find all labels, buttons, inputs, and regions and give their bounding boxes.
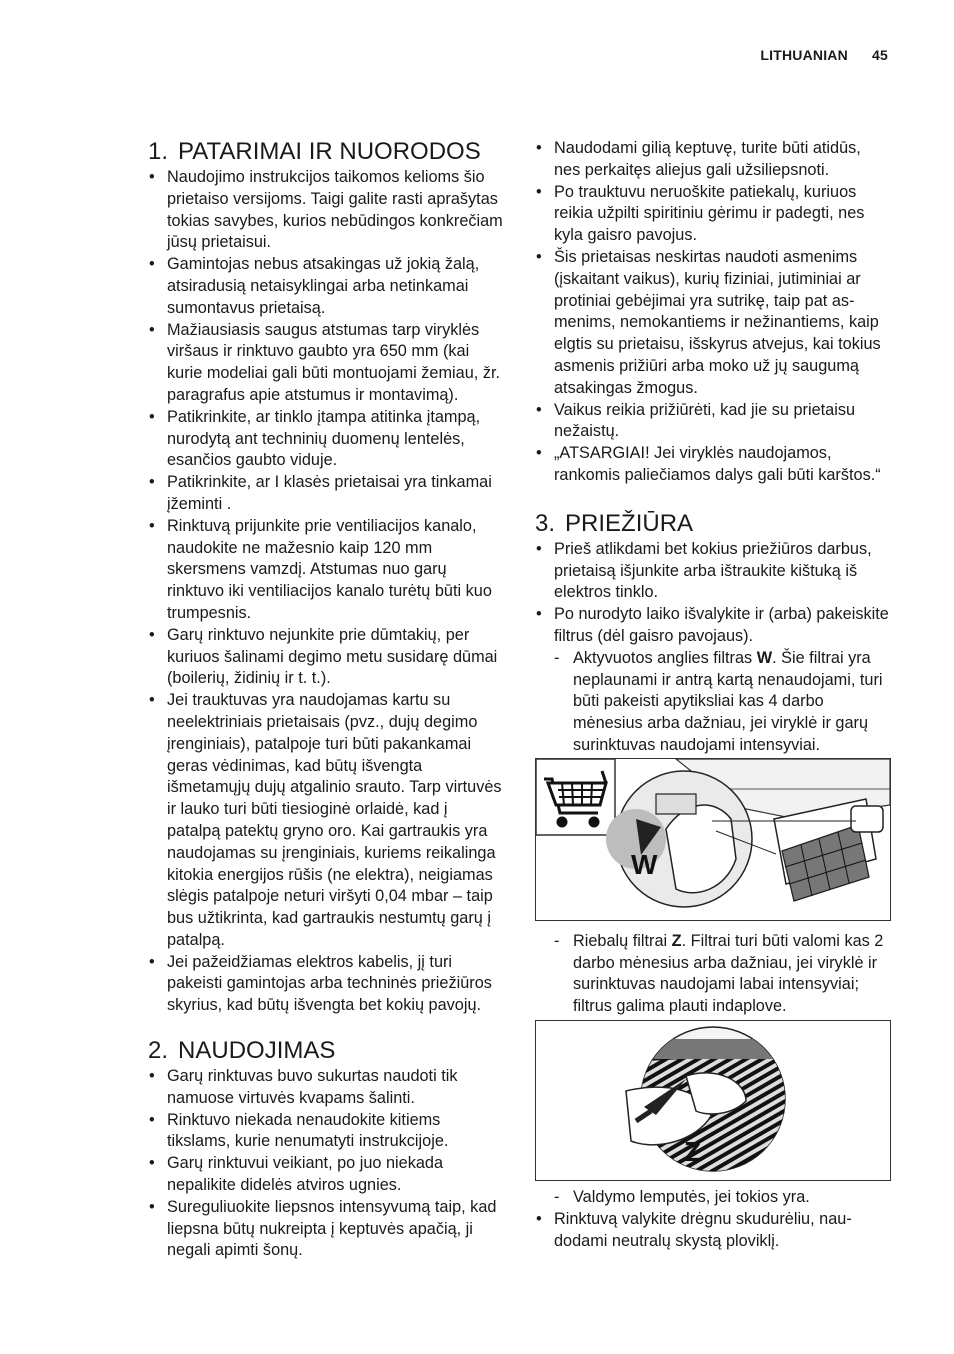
list-item: • Vaikus reikia prižiūrėti, kad jie su prietaisu nežaistų. bbox=[535, 400, 891, 444]
section-3-title: PRIEŽIŪRA bbox=[565, 509, 694, 537]
fig2-label: Z bbox=[684, 1135, 702, 1167]
section-2-title: NAUDOJIMAS bbox=[178, 1037, 336, 1065]
section-1-list bbox=[148, 167, 504, 1017]
section-1-heading bbox=[148, 138, 504, 166]
list-item: • Garų rinktuvo nejunkite prie dūmtakių, per kuriuos šalinami degimo metu susidarę dūmai (boilerių, židinių ir t. t.). bbox=[148, 625, 504, 690]
carbon-filter-illustration bbox=[535, 758, 891, 921]
list-item: • Patikrinkite, ar tinklo įtampa atitinka įtampą, nurodytą ant techninių duomenų lentelės, esančios gaubto viduje. bbox=[148, 407, 504, 472]
filter-code-w: W bbox=[756, 648, 773, 667]
list-item: • Jei pažeidžiamas elektros kabelis, jį turi pakeisti gamintojas arba techninės priežiūros skyrius, kad būtų išvengta bet kokių pavojų. bbox=[148, 952, 504, 1017]
section-3-number: 3. bbox=[535, 509, 556, 537]
section-3-list-cont bbox=[535, 931, 891, 1018]
carbon-filter-drawing bbox=[536, 759, 890, 920]
section-3-list bbox=[535, 539, 891, 757]
grease-filter-drawing bbox=[536, 1021, 890, 1180]
section-3-heading bbox=[535, 510, 891, 538]
section-2-list-right bbox=[535, 138, 891, 487]
list-item: • Patikrinkite, ar I klasės prietaisai yra tinkamai įžeminti . bbox=[148, 472, 504, 516]
list-item: • Po trauktuvu neruoškite patiekalų, kuriuos reikia užpilti spiritiniu gėrimu ir padegti, nes kyla gaisro pavojus. bbox=[535, 182, 891, 247]
list-item: • Rinktuvo niekada nenaudokite kitiems tikslams, kurie nenumatyti instrukcijoje. bbox=[148, 1110, 504, 1154]
list-item: • Rinktuvą valykite drėgnu skudurėliu, naudodami neutralų skystą ploviklį. bbox=[535, 1209, 891, 1253]
fig1-label: W bbox=[631, 848, 658, 880]
section-3-list-end bbox=[535, 1187, 891, 1252]
sub-list-item: - Valdymo lemputės, jei tokios yra. bbox=[535, 1187, 891, 1209]
list-item: • Gamintojas nebus atsakingas už jokią žalą, atsiradusią netaisyklingai arba netinkamai sumontavus prietaisą. bbox=[148, 254, 504, 319]
section-1-title: PATARIMAI IR NUORODOS bbox=[178, 138, 481, 165]
sub-list-item bbox=[535, 648, 891, 757]
section-1-number: 1. bbox=[148, 138, 169, 165]
list-item: • Rinktuvą prijunkite prie ventiliacijos kanalo, naudokite ne mažesnio kaip 120 mm skersmens vamzdį. Atstumas nuo garų rinktuvo iki ventiliacijos kanalo turėtų būti kuo trumpesnis. bbox=[148, 516, 504, 625]
section-2-number: 2. bbox=[148, 1037, 169, 1065]
left-column bbox=[148, 138, 504, 1262]
list-item: • Šis prietaisas neskirtas naudoti asmenims (įskaitant vaikus), kurių fiziniai, jutiminiai ar protiniai gebėjimai yra sutrikę, taip pat asmenims, nemokantiems ir nežinantiems, kaip elgtis su prietaisu, išskyrus atvejus, kai tokius asmenis prižiūri arba moko už jų saugumą atsakingas žmogus. bbox=[535, 247, 891, 400]
right-column bbox=[535, 138, 891, 1252]
list-item: • Jei trauktuvas yra naudojamas kartu su neelektriniais prietaisais (pvz., dujų degimo įrenginiais), patalpoje turi būti pakankamai geras vėdinimas, kad būtų išvengta išmetamųjų dujų atgalinio srauto. Tarp virtuvės ir lauko turi būti tiesioginė orlaidė, kad į patalpą patektų gryno oro. Kai gartraukis yra naudojamas su įrenginiais, kuriems reikalinga kitokia energijos rūšis (ne elektra), neigiamas slėgis patalpoje neturi viršyti 0,04 mbar – taip bus užtikrinta, kad gartraukis nestumtų garų į patalpą. bbox=[148, 690, 504, 952]
list-item: • Garų rinktuvui veikiant, po juo niekada nepalikite didelės atviros ugnies. bbox=[148, 1153, 504, 1197]
sub-list-item bbox=[535, 931, 891, 1018]
section-2-heading bbox=[148, 1037, 504, 1065]
sub-item-text: Aktyvuotos anglies filtras bbox=[573, 648, 757, 667]
filter-code-z: Z bbox=[671, 931, 682, 950]
sub-item-text: . Filtrai turi būti valomi kas 2 darbo mėnesius arba dažniau, jei viryklė ir surinktuvas naudojami labai intensyviai; filtrus galima plauti indaplove. bbox=[573, 931, 884, 1016]
list-item: • Sureguliuokite liepsnos intensyvumą taip, kad liepsna būtų nukreipta į keptuvės apačią, ji negali apimti šonų. bbox=[148, 1197, 504, 1262]
list-item: • Garų rinktuvas buvo sukurtas naudoti tik namuose virtuvės kvapams šalinti. bbox=[148, 1066, 504, 1110]
section-2-list-left bbox=[148, 1066, 504, 1262]
list-item: • Mažiausiasis saugus atstumas tarp viryklės viršaus ir rinktuvo gaubto yra 650 mm (kai kurie modeliai gali būti montuojami žemiau, žr. paragrafus apie atstumus ir montavimą). bbox=[148, 320, 504, 407]
list-item: • Prieš atlikdami bet kokius priežiūros darbus, prietaisą išjunkite arba ištraukite kištuką iš elektros tinklo. bbox=[535, 539, 891, 604]
list-item: • Naudodami gilią keptuvę, turite būti atidūs, nes perkaitęs aliejus gali užsiliepsnoti. bbox=[535, 138, 891, 182]
list-item: • Po nurodyto laiko išvalykite ir (arba) pakeiskite filtrus (dėl gaisro pavojaus). bbox=[535, 604, 891, 648]
sub-item-text: . Šie filtrai yra neplaunami ir antrą kartą nenaudojami, turi būti pakeisti apytiksliai kas 4 darbo mėnesius arba dažniau, jei viryklė ir garų surinktuvas naudojami intensyviai. bbox=[573, 648, 883, 754]
page-header bbox=[760, 47, 888, 63]
header-language: LITHUANIAN bbox=[760, 47, 848, 63]
list-item: • Naudojimo instrukcijos taikomos kelioms šio prietaiso versijoms. Taigi galite rasti aprašytas tokias savybes, kurios nebūdingos konkrečiam jūsų prietaisui. bbox=[148, 167, 504, 254]
list-item: • „ATSARGIAI! Jei viryklės naudojamos, rankomis paliečiamos dalys gali būti karštos.“ bbox=[535, 443, 891, 487]
page-number: 45 bbox=[872, 47, 888, 63]
sub-item-text: Riebalų filtrai bbox=[573, 931, 672, 950]
grease-filter-illustration bbox=[535, 1020, 891, 1181]
